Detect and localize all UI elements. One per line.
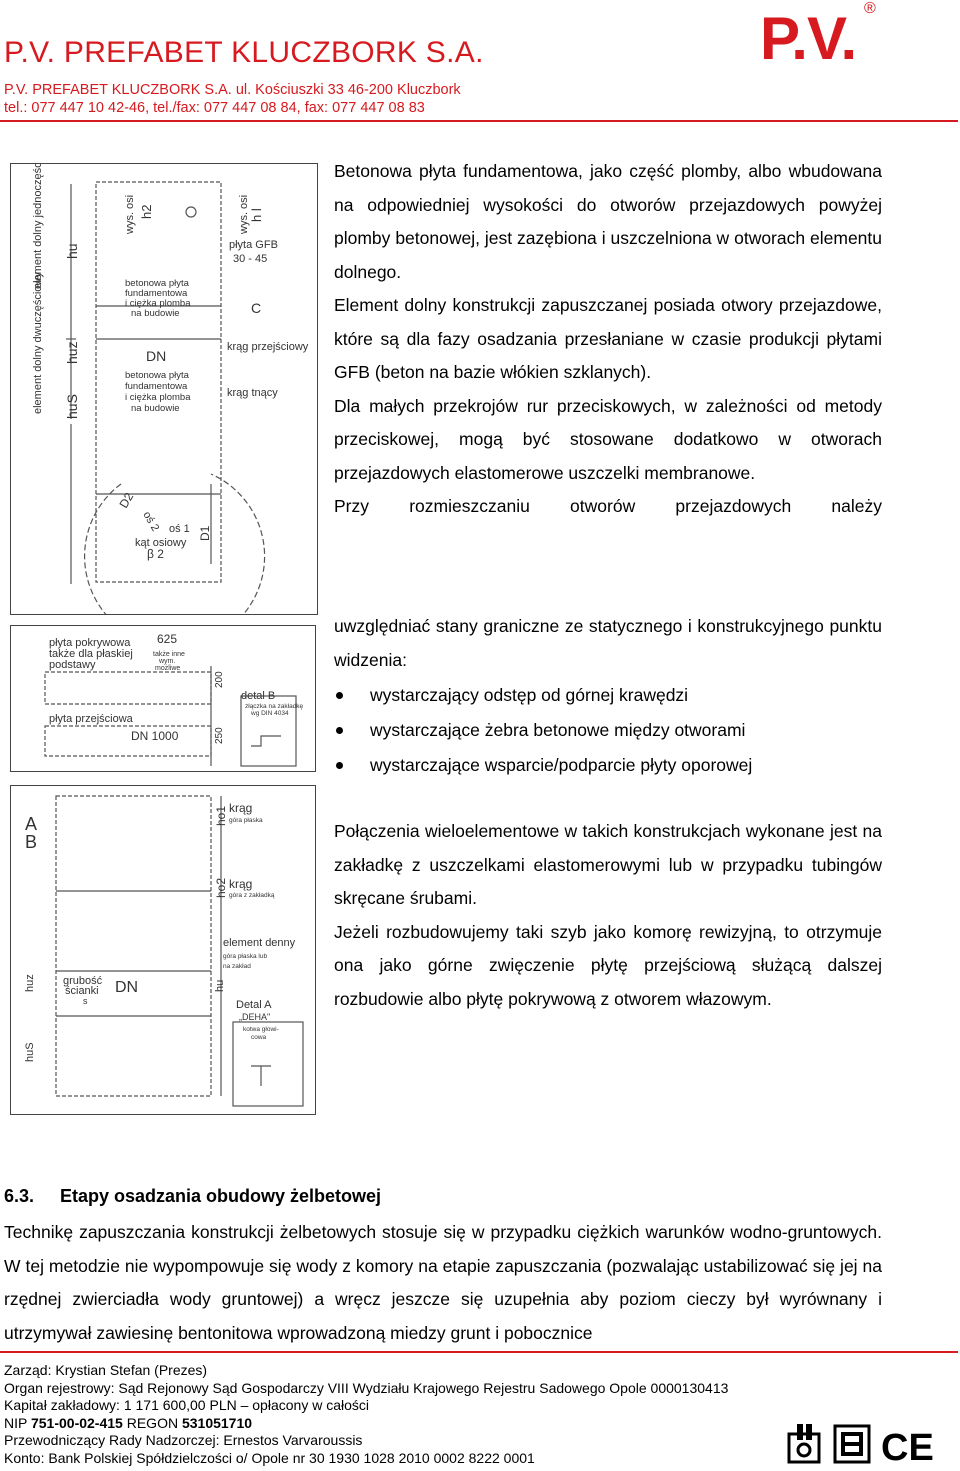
list-item	[334, 748, 894, 783]
label-wys-osi-1: wys. osi	[124, 194, 136, 234]
header-divider	[0, 120, 958, 122]
label-detal-a-4: cowa	[251, 1034, 267, 1041]
paragraph-openings-cont: uwzględniać stany graniczne ze statycznego i konstrukcyjnego punktu widzenia:	[334, 616, 882, 670]
label-dn1000: DN 1000	[131, 729, 179, 743]
list-item-text: wystarczające żebra betonowe między otworami	[370, 720, 746, 740]
bullet-icon	[336, 727, 343, 734]
label-plyta-mid-3: i ciężka plomba	[125, 392, 191, 403]
registered-mark: ®	[864, 0, 876, 17]
paragraph-openings-start: Przy rozmieszczaniu otworów przejazdowych należy	[334, 496, 882, 516]
label-plyta-top-3: i ciężka plomba	[125, 298, 191, 309]
requirements-list	[334, 678, 894, 783]
label-c: C	[251, 300, 262, 316]
paragraph-connections: Połączenia wieloelementowe w takich konstrukcjach wykonane jest na zakładkę z uszczelkami elastomerowymi lub w przypadku tubingów skręcane śrubami.	[334, 821, 882, 908]
list-item-text: wystarczające wsparcie/podparcie płyty oporowej	[370, 755, 753, 775]
list-item	[334, 678, 894, 713]
label-detal-a-2: „DEHA"	[239, 1012, 271, 1022]
footer-board: Zarząd: Krystian Stefan (Prezes)	[4, 1362, 208, 1378]
label-plyta-mid-2: fundamentowa	[125, 381, 188, 392]
label-el-dwu: element dolny dwuczęściowy	[32, 272, 44, 414]
text-block-2	[334, 610, 882, 677]
label-huz: huz	[64, 341, 80, 364]
label-huz: huz	[24, 974, 36, 992]
svg-text:CE: CE	[881, 1427, 934, 1466]
footer-supervisory-board: Przewodniczący Rady Nadzorczej: Ernestos Varvaroussis	[4, 1432, 363, 1449]
label-detal-a-1: Detal A	[236, 999, 272, 1011]
footer-nip-regon	[4, 1415, 728, 1433]
regon-value: 531051710	[181, 1414, 253, 1431]
label-krag-tnacy: krąg tnący	[227, 387, 278, 399]
label-detal-a-3: kotwa głowi-	[243, 1026, 279, 1033]
text-block-3	[334, 815, 882, 1016]
paragraph-expansion: Jeżeli rozbudowujemy taki szyb jako komorę rewizyjną, to otrzymuje ona jako górne zwięczenie płytę przejściową służącą dalszej rozbudowie albo płytę pokrywową z otworem włazowym.	[334, 921, 882, 1009]
ce-mark-icon	[881, 1427, 934, 1466]
nip-label: NIP	[4, 1414, 31, 1431]
label-dn: DN	[146, 348, 167, 364]
label-inne-1: także inne	[153, 651, 185, 658]
bt-cert-icon	[835, 1426, 869, 1462]
label-b: B	[25, 832, 38, 852]
label-inne-2: wym.	[159, 658, 176, 665]
section-heading	[4, 1186, 381, 1207]
label-ho2: ho2	[214, 877, 228, 898]
label-h1: h l	[249, 208, 264, 222]
label-dn: DN	[115, 979, 139, 996]
label-krag2-sub: góra z zakładką	[229, 892, 275, 899]
label-os1: oś 1	[169, 523, 190, 535]
label-detal-b-sub-2: wg DIN 4034	[251, 710, 289, 717]
company-title: P.V. PREFABET KLUCZBORK S.A.	[4, 36, 484, 69]
label-plyta-przejsciowa: płyta przejściowa	[49, 713, 133, 725]
bullet-icon	[336, 762, 343, 769]
list-item	[334, 713, 894, 748]
label-hus: huS	[24, 1042, 36, 1062]
bullet-icon	[336, 692, 343, 699]
label-detal-b-sub-1: złączka na zakładkę	[245, 703, 304, 710]
label-250: 250	[214, 727, 225, 744]
label-plyta-pokrywowa-1: płyta pokrywowa	[49, 637, 131, 649]
label-krag-przejsciowy: krąg przejściowy	[227, 341, 309, 353]
label-gfb-range: 30 - 45	[233, 253, 268, 265]
label-plyta-gfb: płyta GFB	[229, 239, 278, 251]
label-d1: D1	[198, 525, 212, 541]
footer-divider	[0, 1351, 958, 1353]
pv-logo: P.V.	[760, 5, 857, 72]
figure-cover-slab	[10, 625, 316, 772]
section-number: 6.3.	[4, 1186, 35, 1206]
label-detal-b: detal B	[241, 690, 276, 702]
label-d2: D2	[116, 490, 137, 511]
label-plyta-pokrywowa-2: także dla płaskiej	[49, 648, 133, 660]
shaft-diagram	[11, 786, 315, 1114]
label-hu: hu	[64, 243, 80, 259]
footer-bank-account: Konto: Bank Polskiej Spółdzielczości o/ Opole nr 30 1930 1028 2010 0002 8222 0001	[4, 1449, 535, 1466]
footer-capital: Kapitał zakładowy: 1 171 600,00 PLN – opłacony w całości	[4, 1397, 369, 1414]
label-plyta-top-4: na budowie	[131, 308, 180, 319]
iso-cert-icon	[789, 1424, 819, 1462]
footer	[4, 1362, 728, 1468]
label-200: 200	[214, 671, 225, 688]
label-grubosc-2: ścianki	[65, 985, 99, 997]
label-plyta-mid-1: betonowa płyta	[125, 370, 189, 381]
label-hus: huS	[64, 394, 80, 419]
regon-label: REGON	[122, 1414, 182, 1431]
figure-shaft	[10, 785, 316, 1115]
lower-element-diagram	[11, 164, 317, 614]
label-element-denny-sub-2: na zakład	[223, 963, 251, 970]
label-a: A	[25, 814, 38, 834]
list-item-text: wystarczający odstęp od górnej krawędzi	[370, 685, 689, 705]
label-element-denny-sub-1: góra płaska lub	[223, 953, 268, 960]
label-krag1-sub: góra płaska	[229, 817, 263, 824]
label-wys-osi-2: wys. osi	[238, 194, 250, 234]
nip-value: 751-00-02-415	[30, 1414, 123, 1431]
footer-registry: Organ rejestrowy: Sąd Rejonowy Sąd Gospodarczy VIII Wydziału Krajowego Rejestru Sadowego Opole 0000130413	[4, 1379, 729, 1396]
label-krag2: krąg	[229, 877, 253, 891]
section-title: Etapy osadzania obudowy żelbetowej	[60, 1186, 382, 1206]
label-element-denny: element denny	[223, 937, 296, 949]
address-line: P.V. PREFABET KLUCZBORK S.A. ul. Kościuszki 33 46-200 Kluczbork	[4, 82, 461, 98]
label-krag1: krąg	[229, 801, 253, 815]
label-grubosc-1: grubość	[63, 975, 103, 987]
paragraph-lower-element: Element dolny konstrukcji zapuszczanej posiada otwory przejazdowe, które są dla fazy osadzania przesłaniane w czasie produkcji płytami GFB (beton na bazie włókien szklanych).	[334, 295, 882, 382]
paragraph-small-pipes: Dla małych przekrojów rur przeciskowych, w zależności od metody przeciskowej, mogą być stosowane dodatkowo w otworach przejazdowych elastomerowe uszczelki membranowe.	[334, 395, 882, 483]
label-plyta-mid-4: na budowie	[131, 403, 180, 414]
label-hu: hu	[214, 979, 226, 992]
label-h2: h2	[139, 204, 154, 219]
label-el-jedno: element dolny jednoczęściowy	[32, 164, 44, 289]
label-plyta-pokrywowa-3: podstawy	[49, 659, 96, 671]
label-os2: oś 2	[140, 509, 162, 534]
label-625: 625	[157, 632, 178, 646]
label-plyta-top-1: betonowa płyta	[125, 278, 189, 289]
text-block-1	[334, 155, 882, 524]
label-ho1: ho1	[214, 805, 228, 826]
paragraph-foundation-slab: Betonowa płyta fundamentowa, jako część plomby, albo wbudowana na odpowiedniej wysokości do otworów przejazdowych powyżej plomby betonowej, jest zazębiona i uszczelniona w otworach elementu dolnego.	[334, 161, 882, 282]
label-beta: β 2	[147, 547, 164, 561]
figure-lower-element	[10, 163, 318, 615]
section-paragraph: Technikę zapuszczania konstrukcji żelbetowych stosuje się w przypadku ciężkich warunków wodno-gruntowych. W tej metodzie nie wypompowuje się wody z komory na etapie zapuszczania (pozwalając ustabilizować się jej na rzędnej zwierciadła wody gruntowej) a wręcz jeszcze się uzupełnia aby poziom cieczy był wyrównany i utrzymywał zawiesinę bentonitowa wprowadzoną miedzy grunt i pobocznice	[4, 1222, 882, 1343]
cover-slab-diagram	[11, 626, 315, 771]
label-inne-3: możliwe	[155, 665, 181, 672]
label-kat: kąt osiowy	[135, 537, 187, 549]
label-plyta-top-2: fundamentowa	[125, 288, 188, 299]
label-grubosc-3: s	[83, 996, 88, 1006]
phone-line: tel.: 077 447 10 42-46, tel./fax: 077 447 08 84, fax: 077 447 08 83	[4, 100, 425, 116]
certification-logos	[785, 1420, 955, 1466]
